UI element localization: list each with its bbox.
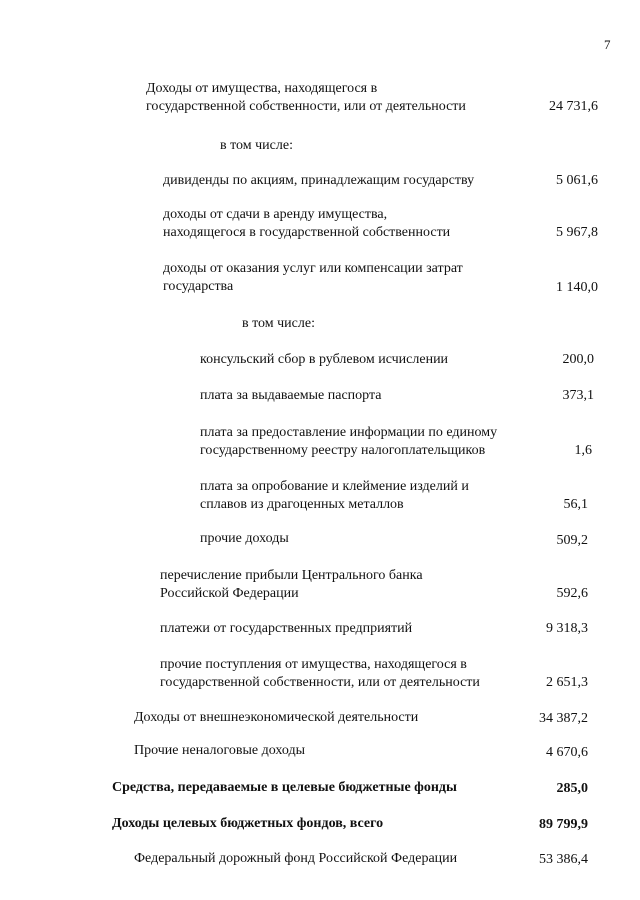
section-subheading: в том числе: [220, 138, 293, 153]
row-value: 9 318,3 [546, 621, 588, 636]
row-value: 592,6 [556, 586, 588, 601]
row-label: прочие доходы [200, 531, 289, 546]
row-value: 285,0 [556, 781, 588, 796]
row-value: 373,1 [562, 388, 594, 403]
row-value: 509,2 [556, 533, 588, 548]
table-row [0, 387, 640, 427]
table-row [0, 850, 640, 890]
row-label: плата за предоставление информации по единому государственному реестру налогоплательщиков [200, 425, 498, 458]
row-value: 24 731,6 [549, 99, 598, 114]
table-row [0, 530, 640, 570]
row-value: 2 651,3 [546, 675, 588, 690]
row-value: 89 799,9 [539, 817, 588, 832]
row-label: Доходы от внешнеэкономической деятельности [134, 710, 419, 725]
table-row [0, 424, 640, 464]
row-value: 1,6 [574, 443, 592, 458]
table-row [0, 656, 640, 696]
row-label: перечисление прибыли Центрального банка Российской Федерации [160, 568, 423, 601]
row-label: доходы от сдачи в аренду имущества, находящегося в государственной собственности [163, 207, 451, 240]
row-label: плата за выдаваемые паспорта [200, 388, 382, 403]
row-value: 4 670,6 [546, 745, 588, 760]
section-subheading: в том числе: [242, 316, 315, 331]
row-value: 5 967,8 [556, 225, 598, 240]
row-label: доходы от оказания услуг или компенсации затрат государства [163, 261, 463, 294]
row-value: 53 386,4 [539, 852, 588, 867]
table-row [0, 351, 640, 391]
row-value: 200,0 [562, 352, 594, 367]
row-value: 56,1 [563, 497, 588, 512]
table-row [0, 742, 640, 782]
row-label: плата за опробование и клеймение изделий и сплавов из драгоценных металлов [200, 479, 469, 512]
row-label: Прочие неналоговые доходы [134, 743, 306, 758]
row-label: Доходы от имущества, находящегося в государственной собственности, или от деятельности [146, 81, 466, 114]
table-row [0, 80, 640, 120]
page-number: 7 [604, 37, 611, 52]
row-label: платежи от государственных предприятий [160, 621, 413, 636]
row-label: дивиденды по акциям, принадлежащим государству [163, 173, 475, 188]
row-value: 5 061,6 [556, 173, 598, 188]
table-row [0, 260, 640, 300]
table-row [0, 206, 640, 246]
row-value: 34 387,2 [539, 711, 588, 726]
row-label: Федеральный дорожный фонд Российской Федерации [134, 851, 458, 866]
row-label: консульский сбор в рублевом исчислении [200, 352, 449, 367]
table-row [0, 478, 640, 518]
row-label: Доходы целевых бюджетных фондов, всего [112, 816, 384, 831]
row-label: прочие поступления от имущества, находящегося в государственной собственности, или от деятельности [160, 657, 480, 690]
row-value: 1 140,0 [556, 280, 598, 295]
table-row [0, 567, 640, 607]
table-row [0, 815, 640, 855]
table-row [0, 779, 640, 819]
table-row [0, 620, 640, 660]
row-label: Средства, передаваемые в целевые бюджетные фонды [112, 780, 457, 795]
